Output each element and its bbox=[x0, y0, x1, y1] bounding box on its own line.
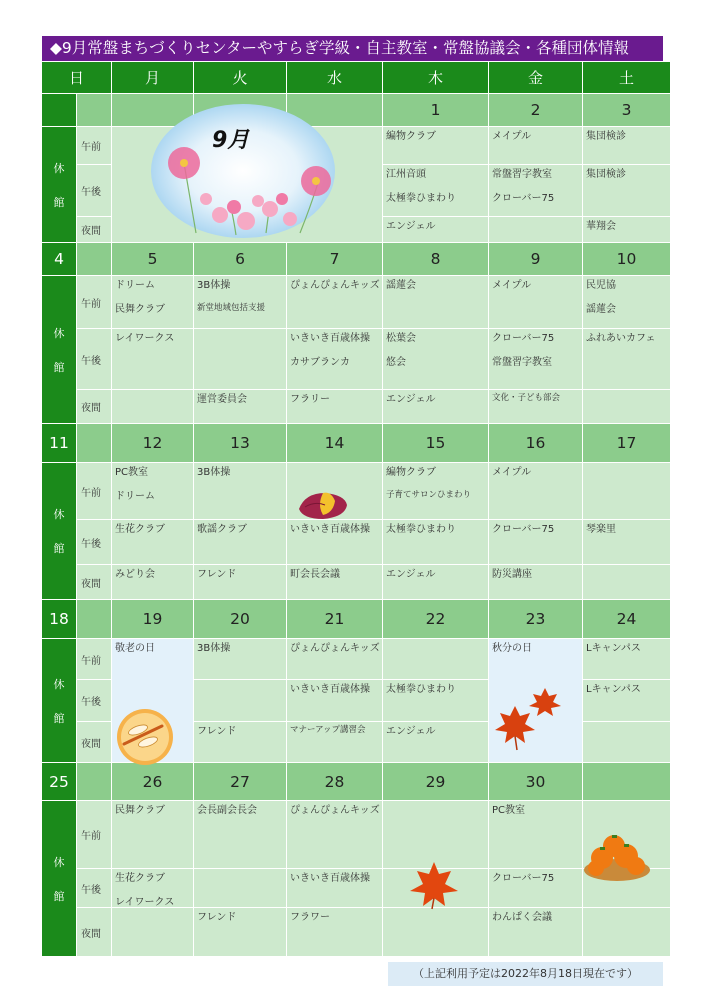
event-cell: メイプル bbox=[489, 127, 582, 164]
event-cell: 江州音頭 太極拳ひまわり bbox=[383, 165, 488, 216]
weekday-fri: 金 bbox=[489, 62, 582, 93]
date-spacer bbox=[77, 424, 111, 462]
event-cell: 松葉会 悠会 bbox=[383, 329, 488, 389]
date-cell: 26 bbox=[112, 763, 193, 800]
weekday-sat: 土 bbox=[583, 62, 670, 93]
sunday-date bbox=[42, 94, 76, 126]
date-cell: 19 bbox=[112, 600, 193, 638]
date-cell: 24 bbox=[583, 600, 670, 638]
date-cell: 6 bbox=[194, 243, 286, 275]
date-cell: 10 bbox=[583, 243, 670, 275]
sunday-date: 25 bbox=[42, 763, 76, 800]
period-am: 午前 bbox=[77, 801, 111, 868]
closed-label: 休 館 bbox=[42, 276, 76, 423]
event-cell: 民児協 謡蓮会 bbox=[583, 276, 670, 328]
event-cell bbox=[194, 329, 286, 389]
event-cell: フラワー bbox=[287, 908, 382, 956]
event-cell: 文化・子ども部会 bbox=[489, 390, 582, 423]
event-cell bbox=[112, 390, 193, 423]
event-cell: 3B体操 bbox=[194, 463, 286, 519]
event-cell: 華翔会 bbox=[583, 217, 670, 242]
date-spacer bbox=[77, 600, 111, 638]
holiday-cell: 秋分の日 bbox=[489, 639, 582, 762]
event-cell: エンジェル bbox=[383, 565, 488, 599]
event-cell: 集団検診 bbox=[583, 127, 670, 164]
holiday-cell: 敬老の日 bbox=[112, 639, 193, 762]
period-evening: 夜間 bbox=[77, 217, 111, 242]
event-cell: エンジェル bbox=[383, 217, 488, 242]
sunday-date: 18 bbox=[42, 600, 76, 638]
date-cell: 28 bbox=[287, 763, 382, 800]
event-cell: 太極拳ひまわり bbox=[383, 520, 488, 564]
event-cell: 編物クラブ bbox=[383, 127, 488, 164]
closed-label: 休 館 bbox=[42, 127, 76, 242]
event-cell: 琴楽里 bbox=[583, 520, 670, 564]
closed-label: 休 館 bbox=[42, 463, 76, 599]
date-cell: 27 bbox=[194, 763, 286, 800]
event-cell: いきいき百歳体操 bbox=[287, 520, 382, 564]
event-cell: いきいき百歳体操 bbox=[287, 680, 382, 721]
event-cell: いきいき百歳体操 bbox=[287, 869, 382, 907]
date-cell: 12 bbox=[112, 424, 193, 462]
event-cell: メイプル bbox=[489, 463, 582, 519]
event-cell: エンジェル bbox=[383, 390, 488, 423]
event-cell: ぴょんぴょんキッズ bbox=[287, 276, 382, 328]
date-cell: 7 bbox=[287, 243, 382, 275]
event-cell: 町会長会議 bbox=[287, 565, 382, 599]
event-cell: 編物クラブ 子育てサロンひまわり bbox=[383, 463, 488, 519]
event-cell bbox=[583, 463, 670, 519]
date-cell: 23 bbox=[489, 600, 582, 638]
closed-label: 休 館 bbox=[42, 639, 76, 762]
event-cell: わんぱく会議 bbox=[489, 908, 582, 956]
period-pm: 午後 bbox=[77, 520, 111, 564]
event-cell: 生花クラブ レイワークス bbox=[112, 869, 193, 907]
event-cell: 生花クラブ bbox=[112, 520, 193, 564]
event-cell: クローバー75 bbox=[489, 520, 582, 564]
date-cell: 9 bbox=[489, 243, 582, 275]
event-cell: エンジェル bbox=[383, 722, 488, 762]
date-spacer bbox=[77, 94, 111, 126]
event-cell: ドリーム 民舞クラブ bbox=[112, 276, 193, 328]
weekday-tue: 火 bbox=[194, 62, 286, 93]
calendar-grid bbox=[42, 62, 663, 956]
event-cell: Lキャンパス bbox=[583, 680, 670, 721]
date-spacer bbox=[77, 243, 111, 275]
weekday-thu: 木 bbox=[383, 62, 488, 93]
event-cell bbox=[583, 722, 670, 762]
event-cell bbox=[583, 390, 670, 423]
period-evening: 夜間 bbox=[77, 565, 111, 599]
event-cell: 運営委員会 bbox=[194, 390, 286, 423]
event-cell bbox=[383, 908, 488, 956]
event-cell: ふれあいカフェ bbox=[583, 329, 670, 389]
period-evening: 夜間 bbox=[77, 390, 111, 423]
event-cell: PC教室 ドリーム bbox=[112, 463, 193, 519]
sunday-date: 4 bbox=[42, 243, 76, 275]
date-cell: 2 bbox=[489, 94, 582, 126]
event-cell: 3B体操 新堂地域包括支援 bbox=[194, 276, 286, 328]
date-cell: 20 bbox=[194, 600, 286, 638]
page-title: ◆9月常盤まちづくりセンターやすらぎ学級・自主教室・常盤協議会・各種団体情報 bbox=[42, 36, 663, 61]
event-cell: マナーアップ講習会 bbox=[287, 722, 382, 762]
dragonfly-moon-icon bbox=[112, 704, 178, 770]
date-cell: 16 bbox=[489, 424, 582, 462]
date-cell: 8 bbox=[383, 243, 488, 275]
period-evening: 夜間 bbox=[77, 722, 111, 762]
event-cell: 常盤習字教室 クローバー75 bbox=[489, 165, 582, 216]
period-am: 午前 bbox=[77, 463, 111, 519]
date-cell: 29 bbox=[383, 763, 488, 800]
weekday-mon: 月 bbox=[112, 62, 193, 93]
cosmos-illustration bbox=[150, 103, 336, 239]
event-cell: クローバー75 常盤習字教室 bbox=[489, 329, 582, 389]
event-cell: Lキャンパス bbox=[583, 639, 670, 679]
event-cell: 集団検診 bbox=[583, 165, 670, 216]
event-cell: 謡蓮会 bbox=[383, 276, 488, 328]
event-cell: 3B体操 bbox=[194, 639, 286, 679]
event-cell: いきいき百歳体操 カサブランカ bbox=[287, 329, 382, 389]
period-pm: 午後 bbox=[77, 165, 111, 216]
event-cell bbox=[194, 680, 286, 721]
date-cell: 22 bbox=[383, 600, 488, 638]
sweet-potato-icon bbox=[295, 487, 351, 523]
date-cell: 15 bbox=[383, 424, 488, 462]
period-pm: 午後 bbox=[77, 329, 111, 389]
date-cell: 13 bbox=[194, 424, 286, 462]
event-cell: 会長副会長会 bbox=[194, 801, 286, 868]
event-cell: 民舞クラブ bbox=[112, 801, 193, 868]
period-pm: 午後 bbox=[77, 869, 111, 907]
date-cell: 30 bbox=[489, 763, 582, 800]
date-cell: 3 bbox=[583, 94, 670, 126]
event-cell bbox=[583, 908, 670, 956]
event-cell bbox=[583, 565, 670, 599]
date-cell bbox=[583, 763, 670, 800]
period-pm: 午後 bbox=[77, 680, 111, 721]
period-am: 午前 bbox=[77, 639, 111, 679]
event-cell bbox=[383, 639, 488, 679]
weekday-sun: 日 bbox=[42, 62, 111, 93]
event-cell: ぴょんぴょんキッズ bbox=[287, 639, 382, 679]
date-cell: 21 bbox=[287, 600, 382, 638]
footnote: （上記利用予定は2022年8月18日現在です） bbox=[388, 962, 663, 986]
event-cell bbox=[383, 801, 488, 868]
event-cell: フラリー bbox=[287, 390, 382, 423]
period-evening: 夜間 bbox=[77, 908, 111, 956]
event-cell: 歌謡クラブ bbox=[194, 520, 286, 564]
period-am: 午前 bbox=[77, 127, 111, 164]
event-cell: フレンド bbox=[194, 908, 286, 956]
event-cell bbox=[489, 217, 582, 242]
event-cell: フレンド bbox=[194, 722, 286, 762]
svg-text:9月: 9月 bbox=[212, 128, 250, 153]
event-cell: ぴょんぴょんキッズ bbox=[287, 801, 382, 868]
event-cell: 防災講座 bbox=[489, 565, 582, 599]
period-am: 午前 bbox=[77, 276, 111, 328]
event-cell bbox=[194, 869, 286, 907]
event-cell: フレンド bbox=[194, 565, 286, 599]
event-cell: クローバー75 bbox=[489, 869, 582, 907]
event-cell: 太極拳ひまわり bbox=[383, 680, 488, 721]
event-cell: みどり会 bbox=[112, 565, 193, 599]
maple-leaves-icon bbox=[495, 686, 565, 752]
closed-label: 休 館 bbox=[42, 801, 76, 956]
date-cell: 17 bbox=[583, 424, 670, 462]
sunday-date: 11 bbox=[42, 424, 76, 462]
maple-leaf-icon bbox=[408, 860, 460, 910]
event-cell: PC教室 bbox=[489, 801, 582, 868]
date-spacer bbox=[77, 763, 111, 800]
event-cell bbox=[112, 908, 193, 956]
date-cell: 14 bbox=[287, 424, 382, 462]
date-cell: 5 bbox=[112, 243, 193, 275]
event-cell: メイプル bbox=[489, 276, 582, 328]
persimmons-icon bbox=[582, 826, 652, 882]
weekday-wed: 水 bbox=[287, 62, 382, 93]
date-cell: 1 bbox=[383, 94, 488, 126]
event-cell: レイワークス bbox=[112, 329, 193, 389]
